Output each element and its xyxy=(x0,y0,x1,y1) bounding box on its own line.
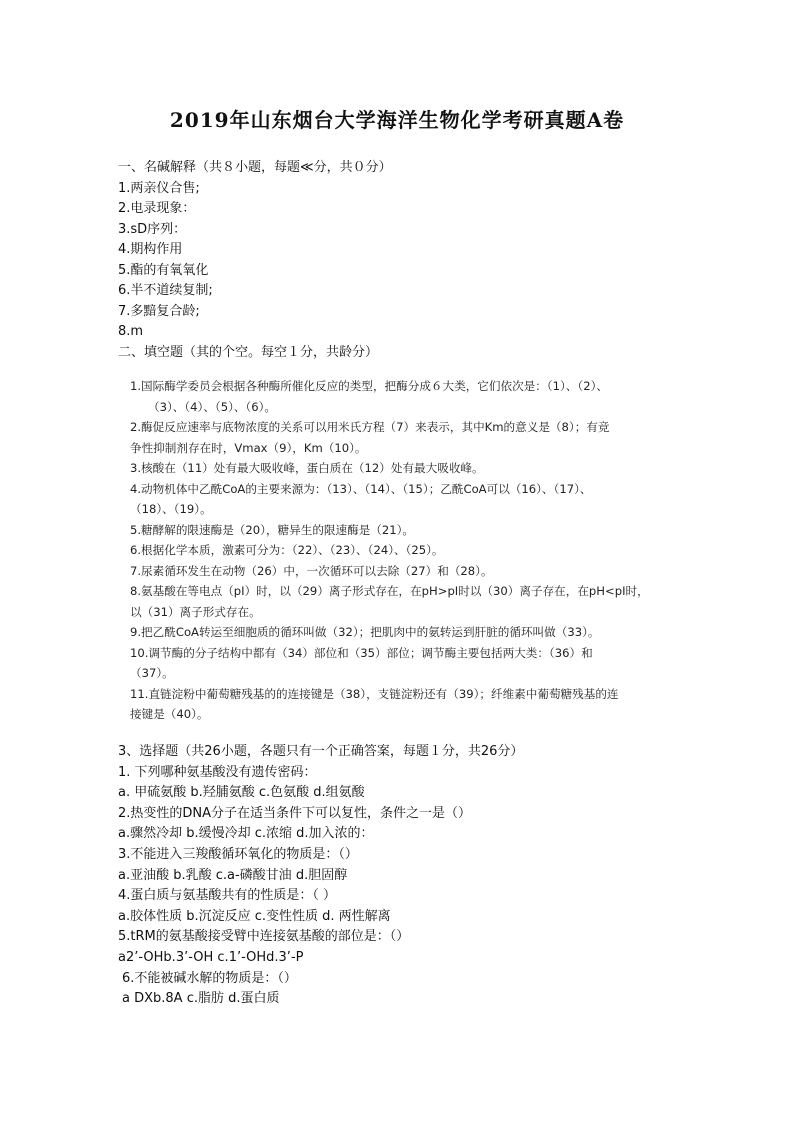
list-item: 1. 下列哪种氨基酸没有遗传密码： xyxy=(118,764,317,780)
list-item: 1.两亲仪合售; xyxy=(118,180,200,196)
list-item: 4.期构作用 xyxy=(118,242,183,257)
list-item: 5.tRM的氨基酸接受臂中连接氨基酸的部位是：（） xyxy=(118,929,410,945)
list-item: a DXb.8A c.脂肪 d.蛋白质 xyxy=(122,991,280,1007)
question-line: 争性抑制剂存在时，Vmax（9），Km（10）。 xyxy=(130,440,367,455)
question-line: （3）、（4）、（5）、（6）。 xyxy=(148,399,277,414)
question-line: 1.国际酶学委员会根据各种酶所催化反应的类型，把酶分成６大类，它们依次是：（1）、（2）、 xyxy=(130,379,608,393)
question-line: （37）。 xyxy=(130,666,174,680)
section-definitions xyxy=(118,158,718,363)
question-line: 2.酶促反应速率与底物浓度的关系可以用米氏方程（7）来表示，其中Km的意义是（8）；有竞 xyxy=(130,420,610,434)
question-line: 11.直链淀粉中葡萄糖残基的的连接键是（38），支链淀粉还有（39）；纤维素中葡萄糖残基的连 xyxy=(130,686,619,701)
question-line: 6.根据化学本质，激素可分为：（22）、（23）、（24）、（25）。 xyxy=(130,543,444,557)
question-line: 5.糖酵解的限速酶是（20），糖异生的限速酶是（21）。 xyxy=(130,522,415,537)
list-item: 7.多黯复合龄; xyxy=(118,303,200,319)
question-line: 3.核酸在（11）处有最大吸收峰，蛋白质在（12）处有最大吸收峰。 xyxy=(130,461,484,475)
list-item: 4.蛋白质与氨基酸共有的性质是：（ ） xyxy=(118,888,337,904)
list-item: 6.不能被碱水解的物质是：（） xyxy=(122,970,297,986)
section-heading: 二、填空题（其的个空。每空１分，共龄分） xyxy=(118,344,379,360)
page-title: 2019年山东烟台大学海洋生物化学考研真题A卷 xyxy=(169,108,625,132)
question-line: 8.氨基酸在等电点（pI）时，以（29）离子形式存在，在pH>pI时以（30）离子存在，在pH<pI时， xyxy=(130,584,649,598)
list-item: 2.热变性的DNA分子在适当条件下可以复性，条件之一是（） xyxy=(118,805,472,821)
list-item: 3.sD序列： xyxy=(118,221,187,237)
list-item: 8.m xyxy=(118,324,144,339)
list-item: a. 甲硫氨酸 b.羟脯氨酸 c.色氨酸 d.组氨酸 xyxy=(118,785,365,801)
list-item: a2’-OHb.3’-OH c.1’-OHd.3’-P xyxy=(118,949,304,965)
list-item: a.亚油酸 b.乳酸 c.a-磷酸甘油 d.胆固醇 xyxy=(118,867,348,883)
section-heading: 3、选择题（共26小题，各题只有一个正确答案，每题１分，共26分） xyxy=(118,744,524,759)
list-item: 3.不能进入三羧酸循环氧化的物质是：（） xyxy=(118,846,358,862)
question-line: 接键是（40）。 xyxy=(130,707,209,721)
question-line: 4.动物机体中乙酰CoA的主要来源为：（13）、（14）、（15）；乙酰CoA可以（16）、（17）、 xyxy=(130,481,592,496)
question-line: 9.把乙酰CoA转运至细胞质的循环叫做（32）；把肌肉中的氨转运到肝脏的循环叫做（33）。 xyxy=(130,625,600,639)
question-line: （18）、（19）。 xyxy=(130,502,212,516)
question-line: 以（31）离子形式存在。 xyxy=(130,604,261,619)
question-line: 7.尿素循环发生在动物（26）中，一次循环可以去除（27）和（28）。 xyxy=(130,563,493,578)
section-heading: 一、名碱解释（共８小题，每题≪分，共０分） xyxy=(118,160,392,175)
list-item: a.胶体性质 b.沉淀反应 c.变性性质 d. 两性解离 xyxy=(118,908,391,924)
list-item: 6.半不道续复制; xyxy=(118,283,213,298)
list-item: a.骤然冷却 b.缓慢冷却 c.浓缩 d.加入浓的： xyxy=(118,826,374,842)
question-line: 10.调节酶的分子结构中都有（34）部位和（35）部位；调节酶主要包括两大类：（36）和 xyxy=(130,645,593,660)
list-item: 5.酯的有氧氧化 xyxy=(118,262,209,278)
section-fill-blanks xyxy=(130,376,660,725)
list-item: 2.电录现象： xyxy=(118,201,196,216)
section-multiple-choice xyxy=(118,742,718,1010)
